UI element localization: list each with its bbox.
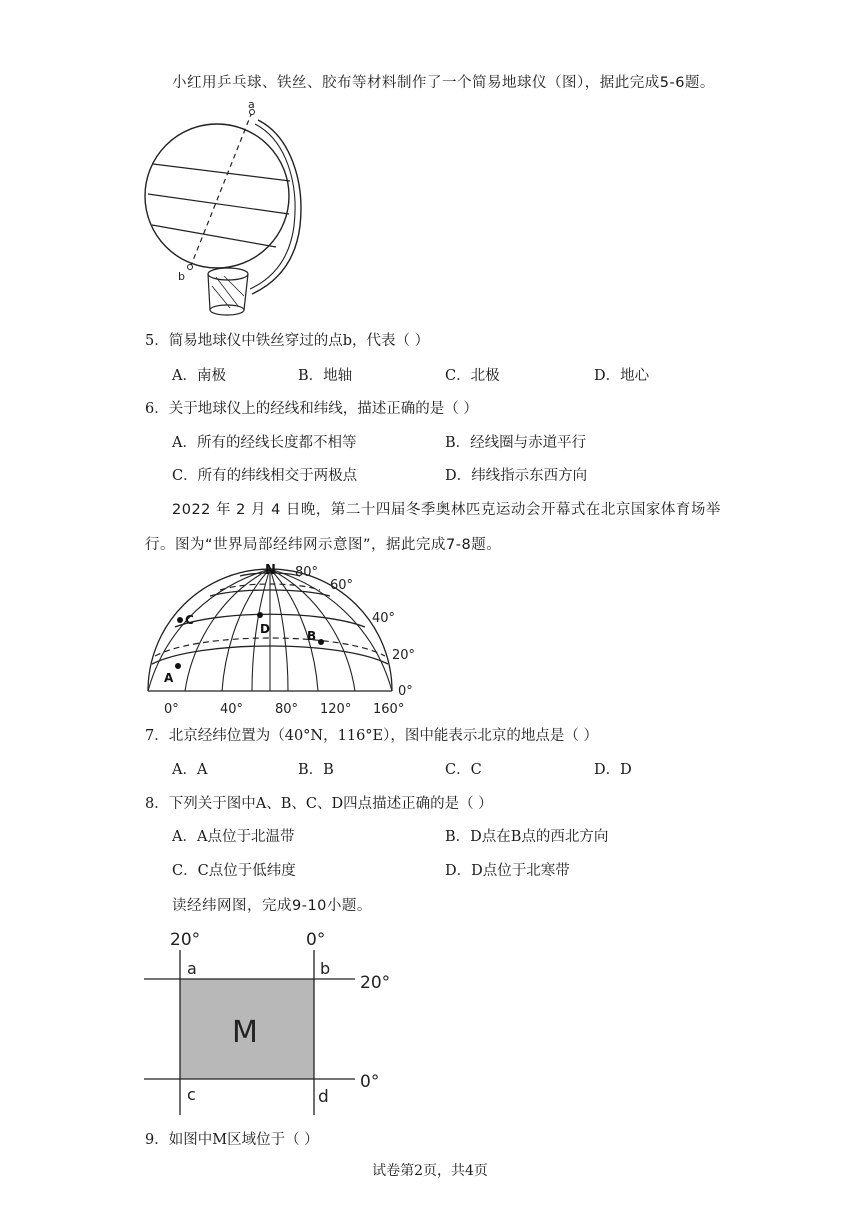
q7-stem: 7．北京经纬位置为（40°N，116°E），图中能表示北京的地点是（ ） [145,728,598,744]
globe-label-a: a [248,98,255,111]
map-pole-n: N [265,563,276,578]
q7-option-d[interactable]: D．D [594,762,632,778]
grid-label-lat-20: 20° [360,973,391,993]
map-point-a: A [164,671,174,685]
q5-option-b[interactable]: B．地轴 [298,368,353,384]
map-lat-20: 20° [392,648,416,663]
map-point-b: B [307,629,317,643]
globe-figure [140,96,330,321]
grid-label-lon-0: 0° [306,930,326,950]
map-lon-120: 120° [320,702,352,717]
grid-label-lat-0: 0° [360,1072,380,1092]
map-point-d: D [260,622,270,636]
map-lat-0: 0° [398,684,413,699]
latlon-grid-figure [140,920,400,1125]
grid-point-d: d [318,1087,329,1107]
intro-7-8-line1: 2022 年 2 月 4 日晚，第二十四届冬季奥林匹克运动会开幕式在北京国家体育场举 [172,502,721,518]
q6-option-c[interactable]: C．所有的纬线相交于两极点 [172,468,358,484]
grid-point-b: b [320,959,331,978]
grid-label-lon-20: 20° [170,930,201,950]
grid-point-c: c [187,1085,196,1104]
map-lon-0: 0° [164,702,179,717]
globe-label-b: b [178,270,185,283]
map-lon-160: 160° [373,702,405,717]
intro-7-8-line2: 行。图为“世界局部经纬网示意图”，据此完成7-8题。 [145,537,502,553]
map-lat-60: 60° [330,578,354,593]
map-lat-80: 80° [295,565,319,580]
page-footer: 试卷第2页，共4页 [372,1163,488,1179]
q7-option-a[interactable]: A．A [172,762,208,778]
q7-option-b[interactable]: B．B [298,762,334,778]
q5-option-c[interactable]: C．北极 [445,368,500,384]
grid-point-a: a [187,959,197,978]
q8-option-c[interactable]: C．C点位于低纬度 [172,863,296,879]
intro-5-6: 小红用乒乓球、铁丝、胶布等材料制作了一个简易地球仪（图），据此完成5-6题。 [172,75,715,91]
intro-9-10: 读经纬网图，完成9-10小题。 [172,898,372,914]
q5-option-d[interactable]: D．地心 [594,368,650,384]
q7-option-c[interactable]: C．C [445,762,482,778]
grid-region-m: M [232,1015,258,1050]
q6-stem: 6．关于地球仪上的经线和纬线，描述正确的是（ ） [145,401,478,417]
q9-stem: 9．如图中M区域位于（ ） [145,1132,319,1148]
map-point-c: C [185,613,194,627]
q6-option-a[interactable]: A．所有的经线长度都不相等 [172,435,357,451]
q8-stem: 8．下列关于图中A、B、C、D四点描述正确的是（ ） [145,796,493,812]
map-lon-80: 80° [275,702,299,717]
graticule-map [140,560,430,720]
q5-stem: 5．简易地球仪中铁丝穿过的点b，代表（ ） [145,333,430,349]
map-lon-40: 40° [220,702,244,717]
map-lat-40: 40° [372,611,396,626]
q8-option-b[interactable]: B．D点在B点的西北方向 [445,829,609,845]
q8-option-d[interactable]: D．D点位于北寒带 [445,863,570,879]
q6-option-b[interactable]: B．经线圈与赤道平行 [445,435,587,451]
q6-option-d[interactable]: D．纬线指示东西方向 [445,468,588,484]
q8-option-a[interactable]: A．A点位于北温带 [172,829,295,845]
q5-option-a[interactable]: A．南极 [172,368,226,384]
